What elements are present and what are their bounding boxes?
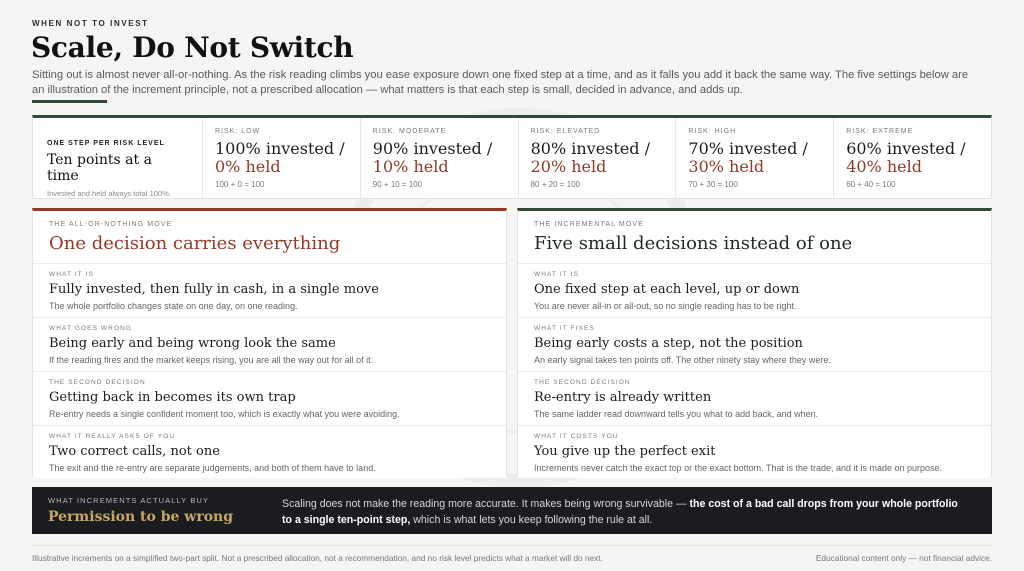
step-sum: 90 + 10 = 100 — [372, 180, 423, 189]
step-invested: 60% invested / — [846, 139, 966, 158]
panel-title: One decision carries everything — [49, 233, 341, 254]
panel-header — [518, 211, 991, 264]
row-title: Fully invested, then fully in cash, in a single move — [49, 282, 379, 297]
row-eyebrow: WHAT IT IS — [49, 271, 94, 278]
row-title: Two correct calls, not one — [49, 444, 220, 459]
step-label: RISK: HIGH — [688, 128, 737, 135]
step-sum: 100 + 0 = 100 — [215, 180, 265, 189]
banner-eyebrow: WHAT INCREMENTS ACTUALLY BUY — [48, 496, 210, 505]
ladder-title: Ten points at a time — [47, 152, 152, 184]
row-description: The whole portfolio changes state on one day, on one reading. — [49, 301, 298, 311]
row-title: Being early costs a step, not the position — [534, 336, 803, 351]
footer-note: Educational content only — not financial advice. — [815, 553, 992, 563]
row-eyebrow: THE SECOND DECISION — [49, 379, 146, 386]
row-description: The same ladder read downward tells you what to add back, and when. — [534, 409, 819, 419]
page-title: Scale, Do Not Switch — [31, 31, 354, 64]
step-invested: 90% invested / — [372, 139, 493, 158]
banner-text — [282, 487, 982, 534]
step-label: RISK: MODERATE — [372, 128, 447, 135]
incremental-panel — [517, 208, 992, 478]
banner-text-a: Scaling does not make the reading more accurate. It makes being wrong survivable — — [282, 498, 690, 510]
panel-title: Five small decisions instead of one — [534, 233, 853, 254]
step-held: 10% held — [372, 157, 449, 176]
row-description: An early signal takes ten points off. The other ninety stay where they were. — [534, 355, 831, 365]
step-held: 0% held — [215, 157, 281, 176]
row-eyebrow: THE SECOND DECISION — [534, 379, 631, 386]
row-description: If the reading fires and the market keeps rising, you are all the way out for all of it. — [49, 355, 374, 365]
row-description: The exit and the re-entry are separate judgements, and both of them have to land. — [49, 463, 376, 473]
banner-text-c: which is what lets you keep following the rule at all. — [410, 513, 653, 526]
row-title: Re-entry is already written — [534, 390, 712, 405]
ladder-step-elevated — [519, 118, 677, 198]
step-sum: 70 + 30 = 100 — [688, 180, 738, 189]
row-eyebrow: WHAT IT IS — [534, 271, 579, 278]
accent-rule — [32, 100, 107, 103]
ladder-step-low — [203, 118, 361, 198]
row-description: You are never all-in or all-out, so no single reading has to be right. — [534, 301, 797, 311]
step-invested: 80% invested / — [530, 139, 650, 158]
row-title: One fixed step at each level, up or down — [534, 282, 800, 297]
step-invested: 100% invested / — [215, 139, 345, 158]
step-held: 30% held — [688, 157, 765, 176]
step-label: RISK: LOW — [215, 128, 261, 135]
step-sum: 60 + 40 = 100 — [846, 180, 896, 189]
panel-row — [33, 372, 506, 426]
all-or-nothing-panel — [32, 208, 507, 478]
ladder-step-moderate — [361, 118, 519, 198]
footer-divider — [32, 545, 992, 546]
panel-row — [518, 264, 991, 318]
panel-row — [518, 318, 991, 372]
panel-row — [518, 426, 991, 480]
panel-row — [518, 372, 991, 426]
step-held: 20% held — [530, 157, 607, 176]
panel-header — [33, 211, 506, 264]
step-invested: 70% invested / — [688, 139, 808, 158]
panel-row — [33, 426, 506, 480]
page-eyebrow: WHEN NOT TO INVEST — [32, 19, 149, 28]
page-lede: Sitting out is almost never all-or-nothing. As the risk reading climbs you ease exposure down one fixed step at a time, and as it falls you add it back the same way. The five settings below are an illustration of the increment principle, not a prescribed allocation — what matters is that each step is small, decided in advance, and adds up. — [32, 69, 969, 96]
ladder-eyebrow: ONE STEP PER RISK LEVEL — [47, 140, 165, 147]
step-label: RISK: EXTREME — [846, 128, 914, 135]
row-eyebrow: WHAT IT REALLY ASKS OF YOU — [49, 433, 176, 440]
row-description: Increments never catch the exact top or the exact bottom. That is the trade, and it is made on purpose. — [534, 463, 943, 473]
banner-text-emphasis: the cost of a bad call drops from your whole portfolio to a single ten-point step, — [282, 498, 958, 526]
panel-eyebrow: THE INCREMENTAL MOVE — [534, 221, 644, 228]
panel-row — [33, 318, 506, 372]
row-description: Re-entry needs a single confident moment too, which is exactly what you were avoiding. — [49, 409, 400, 419]
ladder-note: Invested and held always total 100%. — [47, 189, 171, 198]
row-eyebrow: WHAT IT FIXES — [534, 325, 595, 332]
step-held: 40% held — [846, 157, 922, 176]
row-title: You give up the perfect exit — [534, 444, 716, 459]
risk-ladder — [32, 115, 992, 199]
ladder-step-extreme — [834, 118, 991, 198]
footer-disclaimer: Illustrative increments on a simplified two-part split. Not a prescribed allocation, not a recommendation, and no risk level predicts what a market will do next. — [32, 553, 603, 563]
panel-row — [33, 264, 506, 318]
row-eyebrow: WHAT IT COSTS YOU — [534, 433, 619, 440]
ladder-step-high — [676, 118, 834, 198]
step-label: RISK: ELEVATED — [530, 128, 601, 135]
banner-heading — [32, 487, 282, 534]
row-title: Getting back in becomes its own trap — [49, 390, 296, 405]
banner-title: Permission to be wrong — [48, 509, 234, 525]
ladder-header — [33, 118, 203, 198]
row-eyebrow: WHAT GOES WRONG — [49, 325, 133, 332]
step-sum: 80 + 20 = 100 — [530, 180, 580, 189]
panel-eyebrow: THE ALL-OR-NOTHING MOVE — [49, 221, 173, 228]
summary-banner — [32, 487, 992, 534]
row-title: Being early and being wrong look the same — [49, 336, 336, 351]
